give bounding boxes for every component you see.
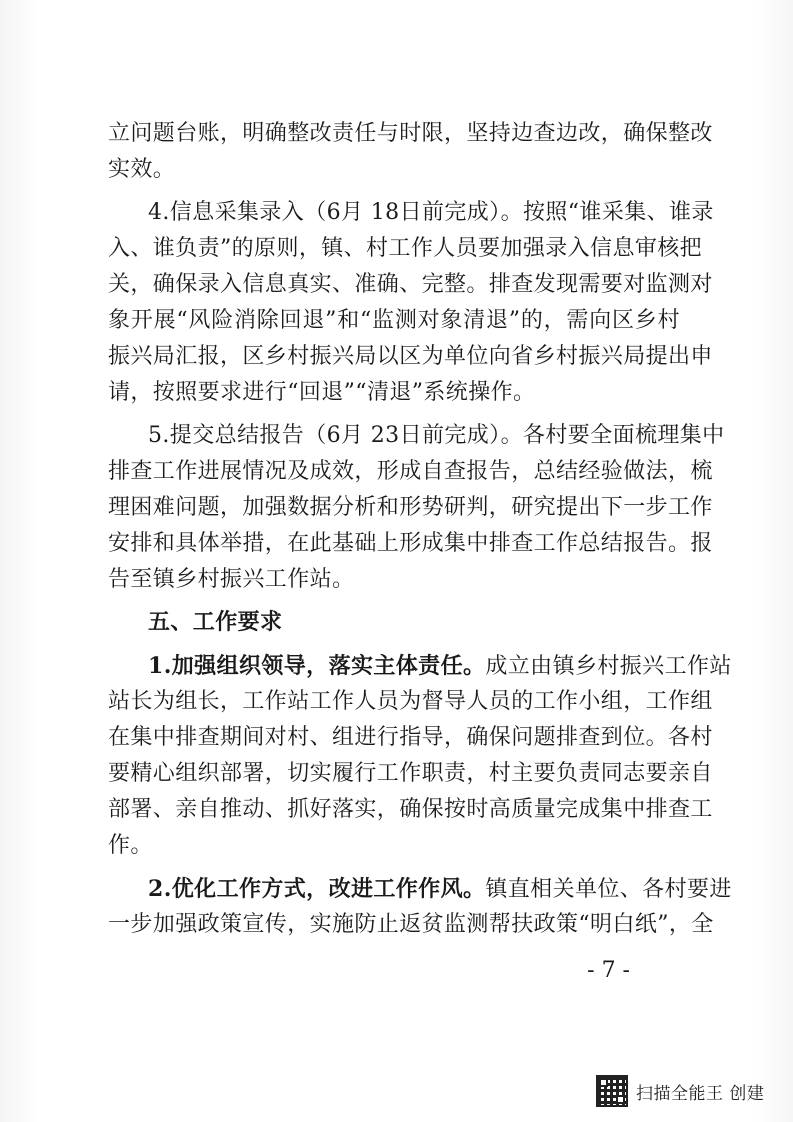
page-number: - 7 - [587,958,630,983]
text-line [108,648,732,684]
paragraph-lead: 2.优化工作方式，改进工作作风。 [148,876,486,902]
text-line: 在集中排查期间对村、组进行指导，确保问题排查到位。各村 [108,725,713,750]
qr-code-icon [596,1075,628,1107]
text-line: 4.信息采集录入（6月 18日前完成）。按照“谁采集、谁录 [148,200,714,225]
text-line: 入、谁负责”的原则，镇、村工作人员要加强录入信息审核把 [108,236,703,261]
text-line: 排查工作进展情况及成效，形成自查报告，总结经验做法，梳 [108,459,713,484]
text-line: 请，按照要求进行“回退”“清退”系统操作。 [108,380,536,405]
text-line: 要精心组织部署，切实履行工作职责，村主要负责同志要亲自 [108,761,713,786]
text-line: 实效。 [108,157,176,182]
text-line: 安排和具体举措，在此基础上形成集中排查工作总结报告。报 [108,531,713,556]
text-line: 告至镇乡村振兴工作站。 [108,567,355,592]
text-line: 5.提交总结报告（6月 23日前完成）。各村要全面梳理集中 [148,423,725,448]
paragraph-text: 成立由镇乡村振兴工作站 [485,654,732,679]
section-heading: 五、工作要求 [148,610,283,635]
text-line: 部署、亲自推动、抓好落实，确保按时高质量完成集中排查工 [108,797,713,822]
text-line: 象开展“风险消除回退”和“监测对象清退”的，需向区乡村 [108,308,680,333]
text-line: 振兴局汇报，区乡村振兴局以区为单位向省乡村振兴局提出申 [108,344,713,369]
text-line: 立问题台账，明确整改责任与时限，坚持边查边改，确保整改 [108,121,713,146]
text-line: 一步加强政策宣传，实施防止返贫监测帮扶政策“明白纸”，全 [108,912,714,937]
paragraph-lead: 1.加强组织领导，落实主体责任。 [148,653,486,679]
text-line [108,871,732,907]
paragraph-text: 镇直相关单位、各村要进 [485,877,732,902]
text-line: 站长为组长，工作站工作人员为督导人员的工作小组，工作组 [108,689,713,714]
text-line: 关，确保录入信息真实、准确、完整。排查发现需要对监测对 [108,272,713,297]
watermark-text: 扫描全能王 创建 [636,1083,765,1104]
scanner-watermark [596,1074,764,1108]
text-line: 作。 [108,833,153,858]
text-line: 理困难问题，加强数据分析和形势研判，研究提出下一步工作 [108,495,713,520]
document-body [108,116,732,943]
